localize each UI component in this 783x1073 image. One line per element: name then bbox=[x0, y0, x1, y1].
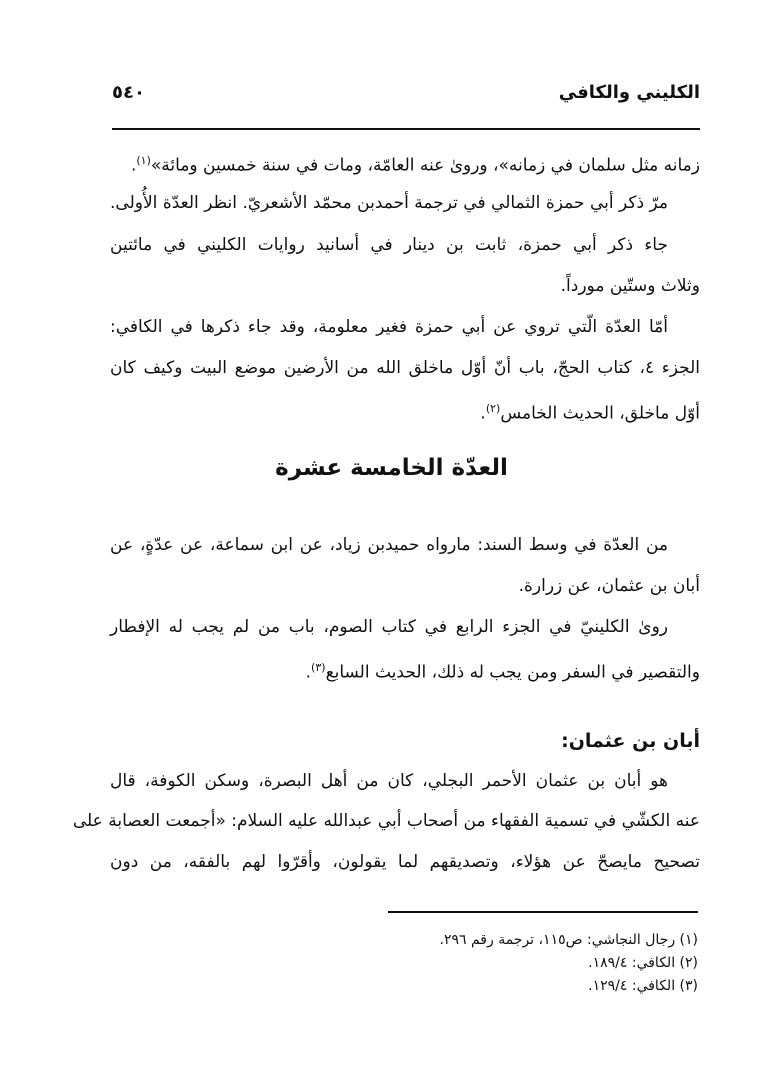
text-line: والتقصير في السفر ومن يجب له ذلك، الحديث السابع$^{(٣)}$. bbox=[305, 661, 700, 683]
text-line: زمانه مثل سلمان في زمانه»، وروىٰ عنه العامّة، ومات في سنة خمسين ومائة»$^{(١)}$. bbox=[130, 154, 700, 176]
footnote: (٢) الكافي: ١٨٩/٤. bbox=[588, 955, 698, 971]
footnote-rule bbox=[388, 911, 698, 913]
text-line: أبان بن عثمان، عن زرارة. bbox=[518, 576, 700, 596]
text-line: هو أبان بن عثمان الأحمر البجلي، كان من أهل البصرة، وسكن الكوفة، قال bbox=[110, 771, 668, 791]
text-line: من العدّة في وسط السند: مارواه حميدبن زياد، عن ابن سماعة، عن عدّةٍ، عن bbox=[110, 535, 668, 555]
text-line: عنه الكشّي في تسمية الفقهاء من أصحاب أبي عبدالله عليه السلام: «أجمعت العصابة على bbox=[72, 811, 700, 831]
running-header-title: الكليني والكافي bbox=[558, 82, 700, 103]
text-line: وثلاث وستّين مورداً. bbox=[560, 276, 700, 296]
page-number: ٥٤٠ bbox=[112, 82, 145, 103]
footnote: (١) رجال النجاشي: ص١١٥، ترجمة رقم ٢٩٦. bbox=[439, 932, 698, 948]
text-line: أوّل ماخلق، الحديث الخامس$^{(٢)}$. bbox=[480, 402, 700, 424]
text-line: روىٰ الكلينيّ في الجزء الرابع في كتاب الصوم، باب من لم يجب له الإفطار bbox=[110, 617, 668, 637]
text-line: الجزء ٤، كتاب الحجّ، باب أنّ أوّل ماخلق الله من الأرضين موضع البيت وكيف كان bbox=[110, 358, 701, 378]
text-line: مرّ ذكر أبي حمزة الثمالي في ترجمة أحمدبن محمّد الأشعريّ. انظر العدّة الأُولى. bbox=[110, 193, 668, 213]
footnote: (٣) الكافي: ١٢٩/٤. bbox=[588, 978, 698, 994]
text-line: تصحيح مايصحّ عن هؤلاء، وتصديقهم لما يقولون، وأقرّوا لهم بالفقه، من دون bbox=[110, 852, 700, 872]
subheading: أبان بن عثمان: bbox=[561, 730, 700, 752]
text-line: جاء ذكر أبي حمزة، ثابت بن دينار في أسانيد روايات الكليني في مائتين bbox=[110, 235, 668, 255]
section-title: العدّة الخامسة عشرة bbox=[275, 455, 508, 481]
text-line: أمّا العدّة الّتي تروي عن أبي حمزة فغير معلومة، وقد جاء ذكرها في الكافي: bbox=[110, 317, 668, 337]
header-rule bbox=[112, 128, 700, 130]
